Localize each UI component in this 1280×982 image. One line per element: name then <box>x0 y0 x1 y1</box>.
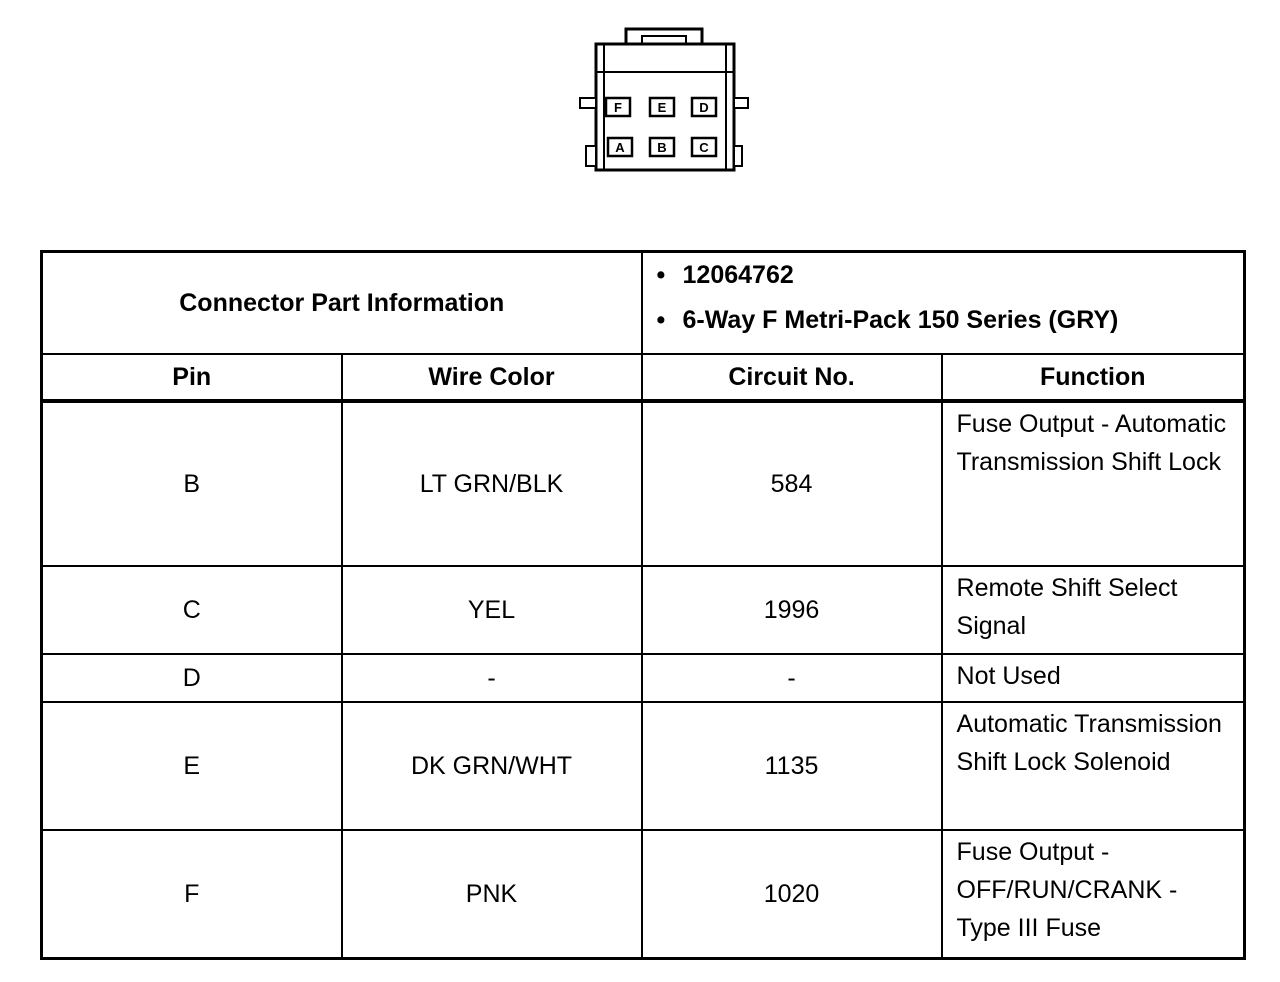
table-row <box>42 401 1245 566</box>
pin-letter-a: A <box>615 140 625 155</box>
wire-color-cell: DK GRN/WHT <box>342 702 642 830</box>
pin-cell: C <box>42 566 342 654</box>
pin-letter-e: E <box>657 100 667 115</box>
function-cell: Fuse Output - OFF/RUN/CRANK - Type III Fuse <box>942 830 1245 959</box>
pin-cell: E <box>42 702 342 830</box>
part-number <box>655 253 1244 298</box>
connector-description-text: 6-Way F Metri-Pack 150 Series (GRY) <box>682 306 1119 334</box>
column-header-row <box>42 354 1245 401</box>
header-circuit-no: Circuit No. <box>642 354 942 401</box>
wire-color-cell: PNK <box>342 830 642 959</box>
pin-letter-c: C <box>699 140 709 155</box>
wire-color-cell: YEL <box>342 566 642 654</box>
connector-description <box>655 298 1244 343</box>
part-number-text: 12064762 <box>682 261 794 289</box>
part-info-list-cell <box>642 252 1245 355</box>
part-info-list <box>655 253 1244 343</box>
circuit-cell: - <box>642 654 942 702</box>
pin-letter-b: B <box>657 140 667 155</box>
pin-letter-d: D <box>699 100 709 115</box>
pin-cavity-d <box>692 98 716 116</box>
circuit-cell: 1996 <box>642 566 942 654</box>
pin-letter-f: F <box>614 100 622 115</box>
circuit-cell: 1135 <box>642 702 942 830</box>
function-cell: Automatic Transmission Shift Lock Solenoid <box>942 702 1245 830</box>
header-pin: Pin <box>42 354 342 401</box>
bullet-icon: • <box>656 306 666 334</box>
table-row <box>42 830 1245 959</box>
part-info-label: Connector Part Information <box>42 252 642 355</box>
table-row <box>42 702 1245 830</box>
pin-cavity-e <box>650 98 674 116</box>
header-wire-color: Wire Color <box>342 354 642 401</box>
bullet-icon: • <box>656 261 666 289</box>
pin-cell: B <box>42 401 342 566</box>
pin-cavity-a <box>608 138 632 156</box>
connector-face-diagram <box>570 24 760 184</box>
circuit-cell: 1020 <box>642 830 942 959</box>
wire-color-cell: - <box>342 654 642 702</box>
wire-color-cell: LT GRN/BLK <box>342 401 642 566</box>
pinout-table <box>40 250 1246 960</box>
part-info-row <box>42 252 1245 355</box>
pin-cell: D <box>42 654 342 702</box>
function-cell: Not Used <box>942 654 1245 702</box>
header-function: Function <box>942 354 1245 401</box>
pin-cavity-b <box>650 138 674 156</box>
pin-cell: F <box>42 830 342 959</box>
table-row <box>42 654 1245 702</box>
pin-cavity-f <box>606 98 630 116</box>
pin-cavity-c <box>692 138 716 156</box>
table-row <box>42 566 1245 654</box>
circuit-cell: 584 <box>642 401 942 566</box>
function-cell: Fuse Output - Automatic Transmission Shift Lock <box>942 401 1245 566</box>
function-cell: Remote Shift Select Signal <box>942 566 1245 654</box>
